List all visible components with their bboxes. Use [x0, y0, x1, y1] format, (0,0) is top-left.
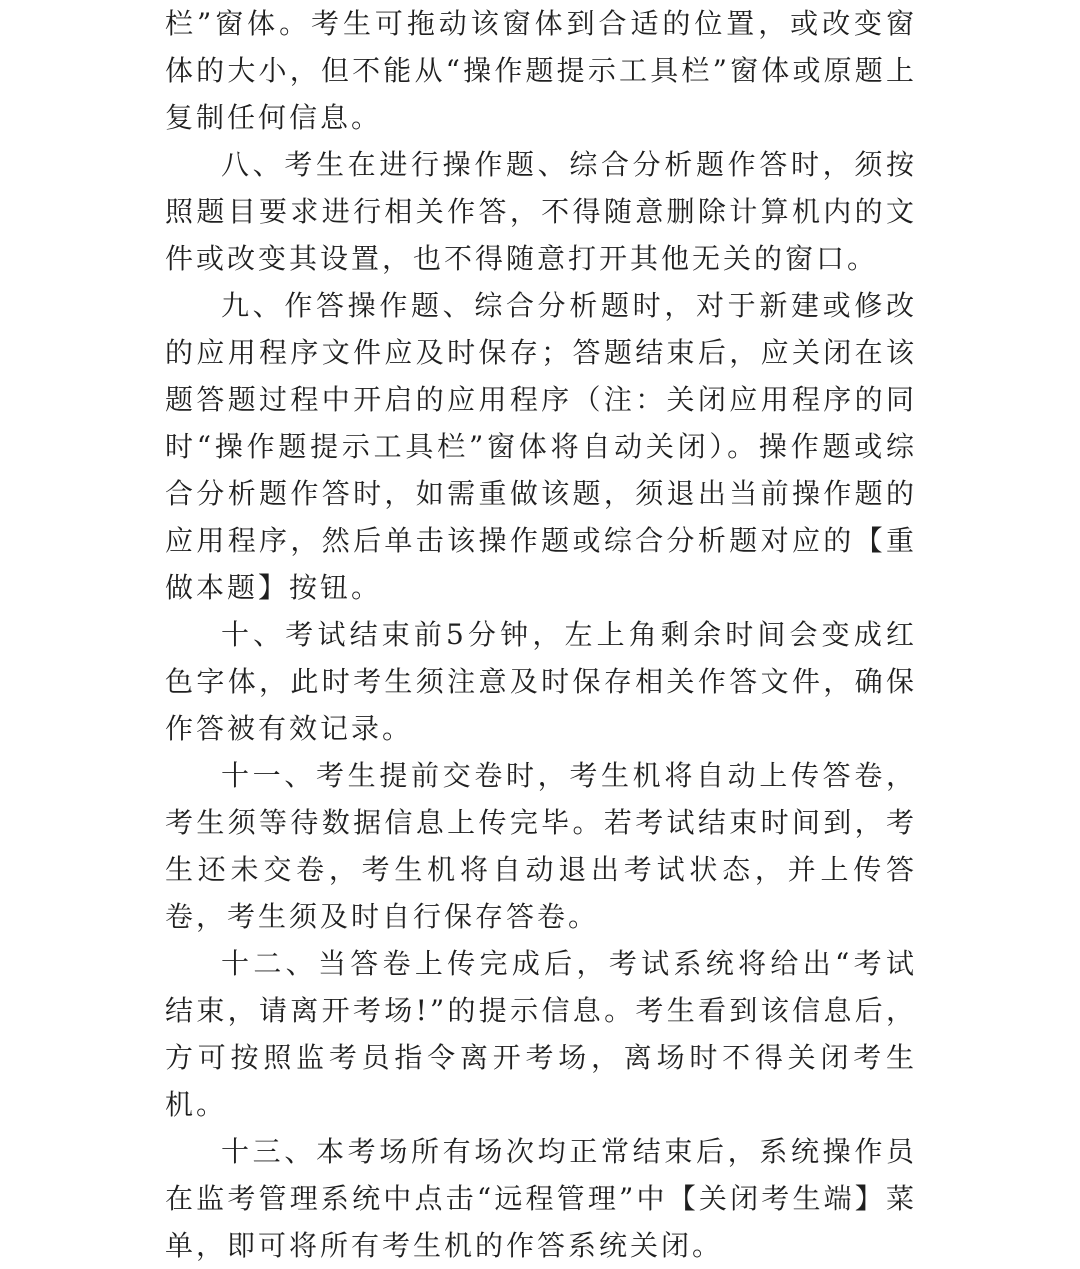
paragraph-item-11: 十一、考生提前交卷时，考生机将自动上传答卷，考生须等待数据信息上传完毕。若考试结束时间到，考生还未交卷，考生机将自动退出考试状态，并上传答卷，考生须及时自行保存答卷。 [165, 759, 917, 933]
paragraph-item-10: 十、考试结束前5分钟，左上角剩余时间会变成红色字体，此时考生须注意及时保存相关作答文件，确保作答被有效记录。 [165, 618, 917, 745]
paragraph-item-13: 十三、本考场所有场次均正常结束后，系统操作员在监考管理系统中点击“远程管理”中【关闭考生端】菜单，即可将所有考生机的作答系统关闭。 [165, 1135, 917, 1262]
document-page [165, 0, 917, 1269]
paragraph-item-12: 十二、当答卷上传完成后，考试系统将给出“考试结束，请离开考场!”的提示信息。考生看到该信息后，方可按照监考员指令离开考场，离场时不得关闭考生机。 [165, 947, 917, 1121]
paragraph-item-8: 八、考生在进行操作题、综合分析题作答时，须按照题目要求进行相关作答，不得随意删除计算机内的文件或改变其设置，也不得随意打开其他无关的窗口。 [165, 148, 917, 275]
paragraph-item-9: 九、作答操作题、综合分析题时，对于新建或修改的应用程序文件应及时保存；答题结束后，应关闭在该题答题过程中开启的应用程序（注：关闭应用程序的同时“操作题提示工具栏”窗体将自动关闭）。操作题或综合分析题作答时，如需重做该题，须退出当前操作题的应用程序，然后单击该操作题或综合分析题对应的【重做本题】按钮。 [165, 289, 917, 604]
paragraph-continued: 栏”窗体。考生可拖动该窗体到合适的位置，或改变窗体的大小，但不能从“操作题提示工具栏”窗体或原题上复制任何信息。 [165, 7, 917, 134]
